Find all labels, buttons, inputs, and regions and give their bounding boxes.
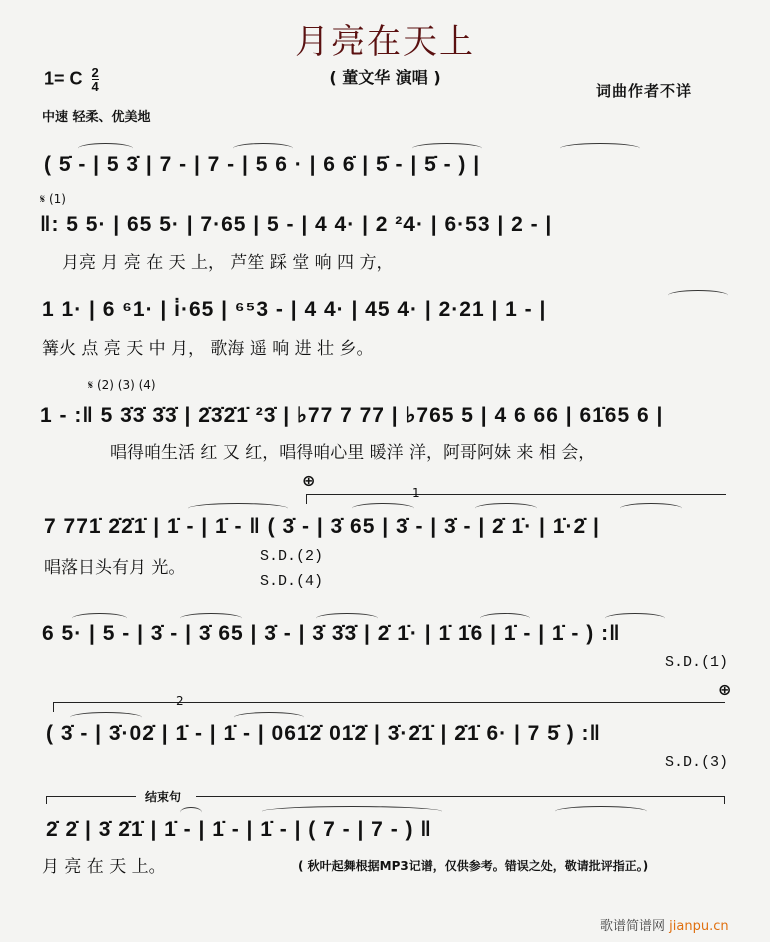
transcriber-note: ( 秋叶起舞根据MP3记谱，仅供参考。错误之处，敬请批评指正。) <box>298 859 649 873</box>
lyrics-line-chorus-2: 唱落日头有月 光。 <box>44 558 186 578</box>
slur <box>620 503 682 514</box>
coda-icon: ⊕ <box>302 471 316 490</box>
slur <box>180 807 202 818</box>
volta-bracket-edge <box>306 494 307 504</box>
volta-bracket-edge <box>53 702 54 712</box>
key-label: 1= C <box>44 68 83 89</box>
watermark-site: 歌谱简谱网 <box>600 919 666 934</box>
lyrics-line-verse-1: 月亮 月 亮 在 天 上， 芦笙 踩 堂 响 四 方， <box>62 253 394 273</box>
notation-line-chorus-1: 1 - :‖ 5 3̇3̇ 3̇3̇ | 2̇3̇2̇1̇ ²3̇ | ♭77 7 77 | ♭765 5 | 4 6 66 | 61̇65 6 | <box>40 404 664 427</box>
segno-marker: 𝄋 (1) <box>40 192 66 206</box>
notation-line-intro: ( 5̇ - | 5 3̇ | 7 - | 7 - | 5 6 · | 6 6̇ | 5̇ - | 5̇ - ) | <box>44 153 481 176</box>
slur <box>555 806 647 817</box>
volta-bracket <box>53 702 725 703</box>
slur <box>560 143 640 154</box>
volta-number: 1 <box>412 486 420 500</box>
slur <box>188 503 288 514</box>
time-signature: $\frac{2}{4}$ <box>91 65 99 94</box>
watermark <box>600 915 729 934</box>
notation-line-verse-2: 1 1· | 6 ⁶1· | i̇·65 | ⁶⁵3 - | 4 4· | 45 4· | 2·21 | 1 - | <box>42 298 547 321</box>
segno-marker: 𝄋 (2) (3) (4) <box>88 378 156 392</box>
section-label-ending: 结束句 <box>145 790 182 804</box>
notation-line-interlude-2: ( 3̇ - | 3̇·02̇ | 1̇ - | 1̇ - | 061̇2̇ 01̇2̇ | 3̇·2̇1̇ | 2̇1̇ 6· | 7 5̇ ) :‖ <box>46 722 601 745</box>
coda-icon: ⊕ <box>718 680 732 699</box>
sd-mark: S.D.(2) <box>260 548 324 565</box>
sd-mark: S.D.(1) <box>665 654 729 671</box>
sd-mark: S.D.(4) <box>260 573 324 590</box>
slur <box>352 503 414 514</box>
notation-line-verse-1: ‖: 5 5· | 65 5· | 7·65 | 5 - | 4 4· | 2 ²4· | 6·53 | 2 - | <box>40 213 553 236</box>
section-bracket-edge <box>46 796 47 804</box>
section-bracket <box>46 796 136 797</box>
volta-number: 2 <box>176 694 184 708</box>
lyrics-line-ending: 月 亮 在 天 上。 <box>42 857 166 877</box>
notation-line-chorus-2: 7 771̇ 2̇2̇1̇ | 1̇ - | 1̇ - ‖ ( 3̇ - | 3̇ 65 | 3̇ - | 3̇ - | 2̇ 1̇· | 1̇·2̇ | <box>44 515 600 538</box>
notation-line-ending: 2̇ 2̇ | 3̇ 2̇1̇ | 1̇ - | 1̇ - | 1̇ - | ( 7 - | 7 - ) ‖ <box>46 818 432 841</box>
lyrics-line-chorus-1: 唱得咱生活 红 又 红，唱得咱心里 暖洋 洋，阿哥阿妹 来 相 会， <box>110 443 596 463</box>
slur <box>475 503 537 514</box>
author-credit: 词曲作者不详 <box>596 82 693 100</box>
slur <box>262 806 442 817</box>
lyrics-line-verse-2: 篝火 点 亮 天 中 月， 歌海 遥 响 进 壮 乡。 <box>42 339 374 359</box>
notation-line-interlude-1: 6 5· | 5 - | 3̇ - | 3̇ 65 | 3̇ - | 3̇ 3̇3̇ | 2̇ 1̇· | 1̇ 1̇6 | 1̇ - | 1̇ - ) :‖ <box>42 622 621 645</box>
section-bracket-edge <box>724 796 725 804</box>
slur <box>668 290 728 301</box>
volta-bracket <box>306 494 726 495</box>
singer-credit: ( 董文华 演唱 ) <box>329 68 441 87</box>
section-bracket <box>196 796 724 797</box>
key-signature <box>44 66 99 93</box>
watermark-domain[interactable]: jianpu.cn <box>669 919 729 934</box>
sd-mark: S.D.(3) <box>665 754 729 771</box>
song-title: 月亮在天上 <box>295 22 475 62</box>
tempo-marking: 中速 轻柔、优美地 <box>42 110 151 125</box>
